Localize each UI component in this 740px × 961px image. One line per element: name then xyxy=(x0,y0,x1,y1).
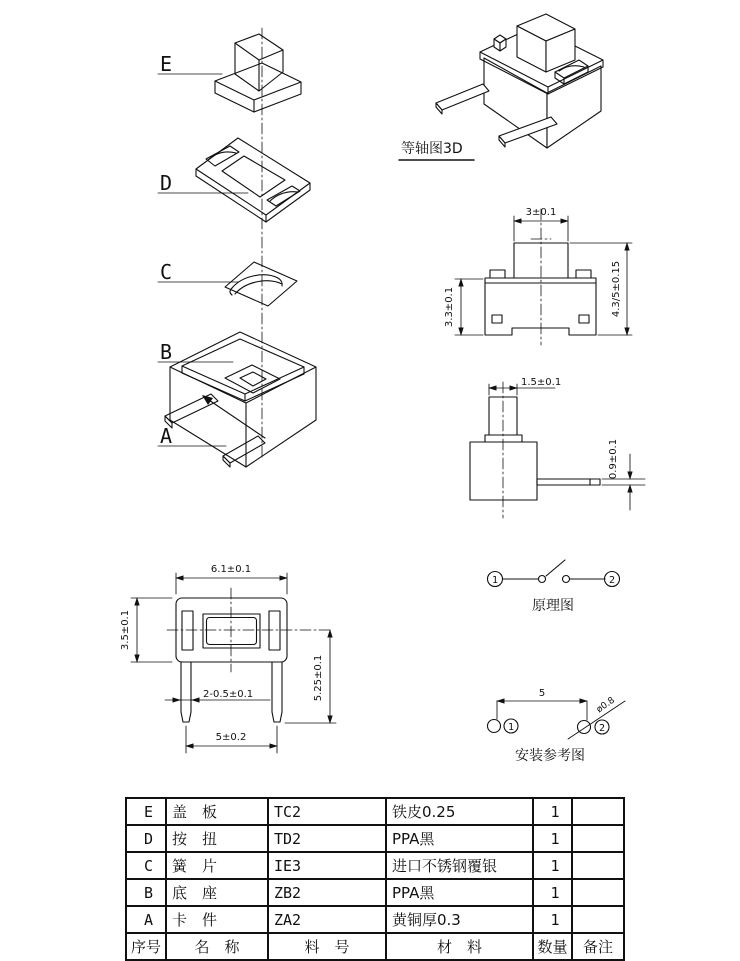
bom-header-seq: 序号 xyxy=(126,933,166,960)
schematic-caption: 原理图 xyxy=(532,598,574,614)
bom-name: 盖 板 xyxy=(166,798,268,825)
bom-part-no: ZB2 xyxy=(268,879,386,906)
schematic-terminal-1: 1 xyxy=(491,575,499,586)
mounting-terminal-2: 2 xyxy=(598,723,606,734)
bom-part-no: TD2 xyxy=(268,825,386,852)
bom-header-note: 备注 xyxy=(572,933,624,960)
bom-note xyxy=(572,852,624,879)
bom-table xyxy=(125,797,625,961)
mounting-view xyxy=(470,655,640,770)
bom-seq: A xyxy=(126,906,166,933)
bom-name: 按 扭 xyxy=(166,825,268,852)
bom-material: 黄铜厚0.3 xyxy=(386,906,533,933)
bom-material: 进口不锈钢覆银 xyxy=(386,852,533,879)
schematic-view xyxy=(470,550,640,620)
isometric-view xyxy=(395,10,640,165)
bom-row-d xyxy=(126,825,624,852)
bom-note xyxy=(572,798,624,825)
part-label-d: D xyxy=(160,171,173,195)
part-label-c: C xyxy=(160,260,173,284)
side-dims xyxy=(489,384,645,510)
bottom-dim-width: 6.1±0.1 xyxy=(210,564,252,575)
bom-name: 簧 片 xyxy=(166,852,268,879)
iso-switch-drawing xyxy=(436,14,603,148)
part-label-b: B xyxy=(160,340,173,364)
bom-seq: B xyxy=(126,879,166,906)
side-outline xyxy=(470,382,600,518)
bom-header-name: 名 称 xyxy=(166,933,268,960)
mounting-caption: 安装参考图 xyxy=(515,748,585,764)
bom-seq: D xyxy=(126,825,166,852)
bottom-dim-height: 3.5±0.1 xyxy=(120,609,131,651)
front-dim-height-left: 3.3±0.1 xyxy=(444,286,455,328)
mounting-terminal-1: 1 xyxy=(507,722,515,733)
bottom-dims xyxy=(131,573,336,753)
front-dims xyxy=(455,216,632,335)
front-outline xyxy=(485,209,596,345)
iso-caption: 等轴图3D xyxy=(401,141,463,157)
bom-name: 底 座 xyxy=(166,879,268,906)
bom-part-no: IE3 xyxy=(268,852,386,879)
bom-row-b xyxy=(126,879,624,906)
bottom-outline xyxy=(167,588,332,722)
schematic-circuit xyxy=(488,560,620,587)
bom-row-a xyxy=(126,906,624,933)
bom-material: 铁皮0.25 xyxy=(386,798,533,825)
bom-part-no: ZA2 xyxy=(268,906,386,933)
schematic-terminal-2: 2 xyxy=(608,575,616,586)
bom-qty: 1 xyxy=(533,798,572,825)
bottom-dim-pin: 2-0.5±0.1 xyxy=(203,689,254,700)
mounting-dim-hole: ø0.8 xyxy=(594,695,617,716)
front-dim-width: 3±0.1 xyxy=(525,207,557,218)
bom-row-c xyxy=(126,852,624,879)
side-dim-width: 1.5±0.1 xyxy=(521,377,562,388)
mounting-holes xyxy=(488,719,610,734)
part-label-a: A xyxy=(160,424,173,448)
bom-header-part-no: 料 号 xyxy=(268,933,386,960)
side-view xyxy=(435,370,650,525)
bom-name: 卡 件 xyxy=(166,906,268,933)
part-c-drawing xyxy=(225,262,297,306)
part-label-e: E xyxy=(160,52,173,76)
bottom-dim-pin-length: 5.25±0.1 xyxy=(313,654,324,702)
front-dim-height-right: 4.3/5±0.15 xyxy=(611,260,622,318)
part-e-drawing xyxy=(215,34,301,112)
mounting-dim-pitch: 5 xyxy=(538,688,546,699)
part-b-drawing xyxy=(165,332,316,467)
bom-seq: C xyxy=(126,852,166,879)
bom-seq: E xyxy=(126,798,166,825)
bom-qty: 1 xyxy=(533,825,572,852)
bom-part-no: TC2 xyxy=(268,798,386,825)
bom-note xyxy=(572,879,624,906)
bom-header-qty: 数量 xyxy=(533,933,572,960)
part-d-drawing xyxy=(196,138,310,222)
side-dim-pin: 0.9±0.1 xyxy=(608,438,619,480)
bom-header-row xyxy=(126,933,624,960)
exploded-view xyxy=(140,10,410,480)
bom-qty: 1 xyxy=(533,852,572,879)
bom-header-material: 材 料 xyxy=(386,933,533,960)
bom-material: PPA黑 xyxy=(386,825,533,852)
bom-material: PPA黑 xyxy=(386,879,533,906)
bottom-view xyxy=(100,550,340,765)
bom-note xyxy=(572,906,624,933)
bottom-dim-pitch: 5±0.2 xyxy=(215,732,247,743)
front-view xyxy=(435,195,650,350)
bom-qty: 1 xyxy=(533,879,572,906)
bom-row-e xyxy=(126,798,624,825)
bom-qty: 1 xyxy=(533,906,572,933)
bom-note xyxy=(572,825,624,852)
